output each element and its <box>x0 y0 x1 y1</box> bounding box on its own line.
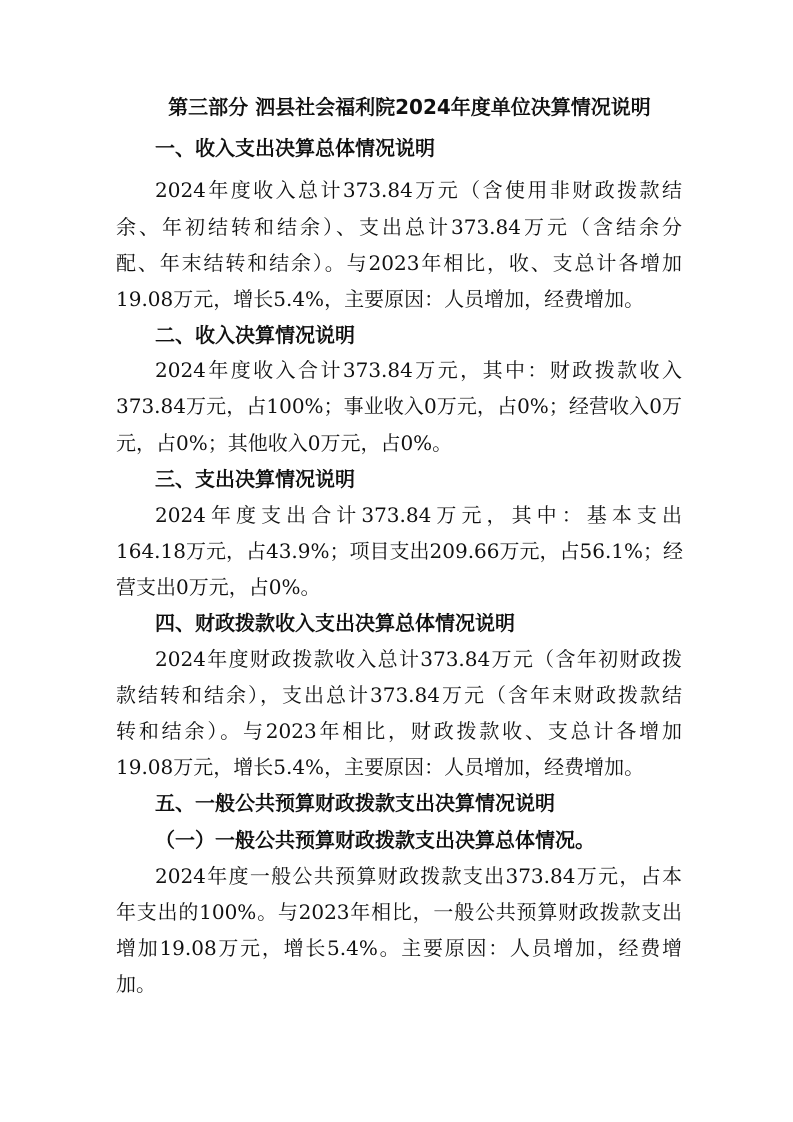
section-1-line-4: 19.08万元，增长5.4%，主要原因：人员增加，经费增加。 <box>116 287 645 311</box>
section-5-line-4: 加。 <box>116 972 156 996</box>
section-1-line-1: 2024年度收入总计373.84万元（含使用非财政拨款结 <box>155 178 682 202</box>
section-1-line-3: 配、年末结转和结余）。与2023年相比，收、支总计各增加 <box>116 251 682 275</box>
section-4-line-2: 款结转和结余），支出总计373.84万元（含年末财政拨款结 <box>116 683 682 707</box>
section-2-heading: 二、收入决算情况说明 <box>155 323 355 347</box>
section-1-heading: 一、收入支出决算总体情况说明 <box>155 136 435 160</box>
page-title: 第三部分 泗县社会福利院2024年度单位决算情况说明 <box>168 95 651 119</box>
section-4-heading: 四、财政拨款收入支出决算总体情况说明 <box>155 611 515 635</box>
section-5-line-1: 2024年度一般公共预算财政拨款支出373.84万元，占本 <box>155 864 682 888</box>
section-5-line-2: 年支出的100%。与2023年相比，一般公共预算财政拨款支出 <box>116 900 682 924</box>
section-3-line-3: 营支出0万元，占0%。 <box>116 575 321 599</box>
section-4-line-1: 2024年度财政拨款收入总计373.84万元（含年初财政拨 <box>155 647 682 671</box>
section-2-line-2: 373.84万元，占100%；事业收入0万元，占0%；经营收入0万 <box>116 394 682 418</box>
section-4-line-4: 19.08万元，增长5.4%，主要原因：人员增加，经费增加。 <box>116 755 645 779</box>
section-2-line-3: 元，占0%；其他收入0万元，占0%。 <box>116 431 453 455</box>
section-5-heading: 五、一般公共预算财政拨款支出决算情况说明 <box>155 791 555 815</box>
section-4-line-3: 转和结余）。与2023年相比，财政拨款收、支总计各增加 <box>116 719 682 743</box>
section-1-line-2: 余、年初结转和结余）、支出总计373.84万元（含结余分 <box>116 215 682 239</box>
section-5-line-3: 增加19.08万元，增长5.4%。主要原因：人员增加，经费增 <box>116 936 682 960</box>
section-2-line-1: 2024年度收入合计373.84万元，其中：财政拨款收入 <box>155 358 682 382</box>
section-3-line-1: 2024年度支出合计373.84万元，其中：基本支出 <box>155 503 682 527</box>
section-3-heading: 三、支出决算情况说明 <box>155 467 355 491</box>
section-5-subheading: （一）一般公共预算财政拨款支出决算总体情况。 <box>155 828 595 852</box>
section-3-line-2: 164.18万元，占43.9%；项目支出209.66万元，占56.1%；经 <box>116 539 684 563</box>
